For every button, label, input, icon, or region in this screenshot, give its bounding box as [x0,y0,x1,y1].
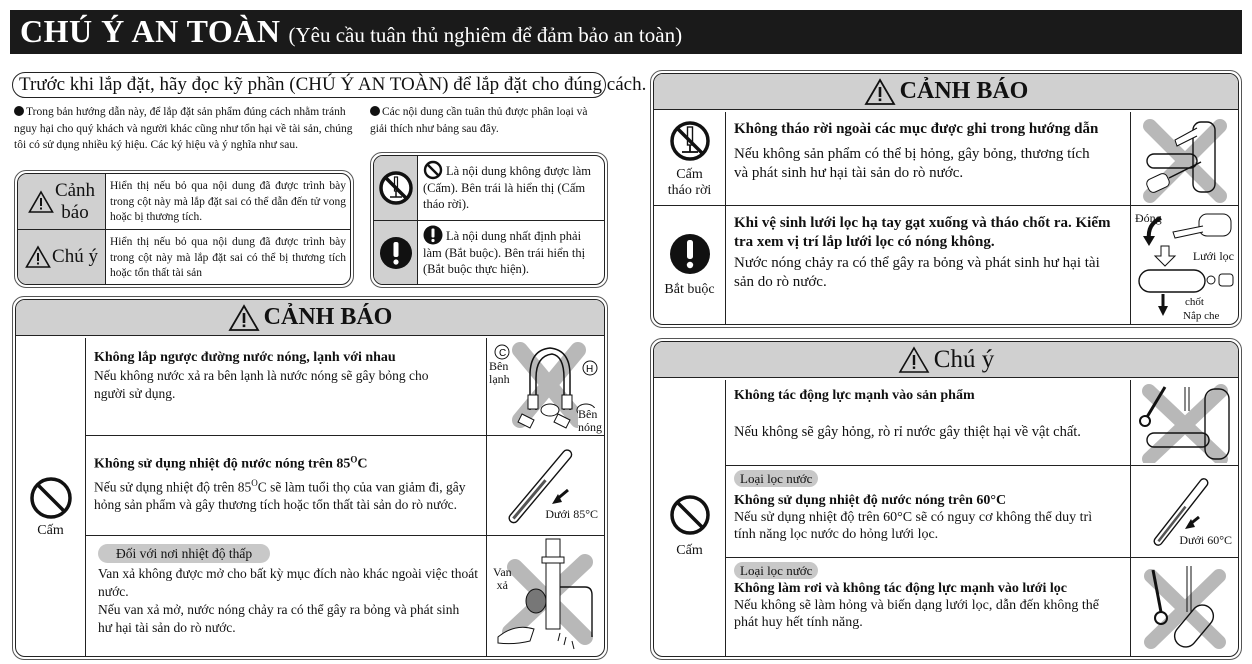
caution-row: Loại lọc nước Không làm rơi và không tác động lực mạnh vào lưới lọc Nếu không sẽ làm hỏng và biến dạng lưới lọc, dẫn đến không thể phát huy hết tính năng. [726,558,1238,656]
page-title: CHÚ Ý AN TOÀN [20,13,281,49]
condition-tag: Đối với nơi nhiệt độ thấp [98,544,270,563]
no-force-illustration [1130,380,1238,465]
mandatory-small-icon [423,225,443,245]
filter-type-tag: Loại lọc nước [734,470,818,487]
svg-text:H: H [585,363,593,375]
page-title-bar [10,10,1242,54]
legend-row-caution: Chú ý Hiển thị nếu bỏ qua nội dung đã được trình bày trong cột này mà lắp đặt sai có thể bị thương tích hoặc tổn thất tài sản [18,229,350,284]
legend-description: Hiển thị nếu bỏ qua nội dung đã được trình bày trong cột này mà lắp đặt sai có thể dẫn đến tử vong hoặc bị thương tích. [110,180,346,223]
severity-legend [14,170,354,288]
thermometer-illustration: Dưới 60°C [1130,466,1238,557]
mandatory-icon [378,235,414,271]
filter-type-tag: Loại lọc nước [734,562,818,579]
warning-heading: CẢNH BÁO [654,74,1238,110]
svg-text:C: C [498,347,506,359]
caution-box-right [650,338,1242,660]
prohibited-icon [668,493,712,537]
page-subtitle: (Yêu cầu tuân thủ nghiêm để đảm bảo an toàn) [288,23,683,47]
warning-box-left [12,296,608,660]
warning-row: Cấm tháo rời Không tháo rời ngoài các mục được ghi trong hướng dẫn Nếu không sản phẩm có thể bị hỏng, gây bỏng, thương tích và phát sinh hư hại tài sản do rò nước. [654,112,1238,206]
warning-triangle-icon [28,190,54,214]
warning-triangle-icon [864,78,896,106]
warning-row: Đối với nơi nhiệt độ thấp Van xả không được mở cho bất kỳ mục đích nào khác ngoài việc thoát nước. Nếu van xả mở, nước nóng chảy ra có thể gây ra bỏng và phát sinh hư hại tài sản do rò nước. Van xả [86,536,604,656]
intro-bullet: Trong bản hướng dẫn này, để lắp đặt sản phẩm đúng cách nhằm tránh nguy hại cho quý khách và người khác cũng như tổn hại về tài sản, chúng tôi có sử dụng nhiều ký hiệu. Các ký hiệu và ý nghĩa như sau. [14,106,353,151]
warning-row: Bắt buộc Khi vệ sinh lưới lọc hạ tay gạt xuống và tháo chốt ra. Kiểm tra xem vị trí lắp lưới lọc có nóng không. Nước nóng chảy ra có thể gây ra bỏng và phát sinh hư hại tài sản do rò nước. Đóng Lưới lọc chốt Nắp che [654,206,1238,324]
wrench-faucet-icon [1135,383,1235,463]
prohibited-column: Cấm [654,380,726,656]
cold-side-label: Bên lạnh [489,359,510,386]
intro-banner: Trước khi lắp đặt, hãy đọc kỹ phần (CHÚ Ý AN TOÀN) để lắp đặt cho đúng cách. [12,72,606,98]
no-drop-filter-illustration [1130,558,1238,656]
hose-crossing-illustration [486,338,604,435]
thermometer-illustration: Dưới 85°C [486,436,604,535]
symbol-row-mandatory: Là nội dung nhất định phải làm (Bắt buộc). Bên trái hiển thị (Bắt buộc thực hiện). [374,220,604,284]
bullet-dot-icon [14,106,24,116]
filter-cleaning-illustration: Đóng Lưới lọc chốt Nắp che [1130,206,1238,324]
warning-triangle-icon [228,304,260,332]
symbol-row-prohibited: Là nội dung không được làm (Cấm). Bên trái là hiển thị (Cấm tháo rời). [374,156,604,220]
prohibited-column: Cấm [16,338,86,656]
prohibited-icon [423,160,443,180]
caution-row: Không tác động lực mạnh vào sản phẩm Nếu không sẽ gây hỏng, rò rỉ nước gây thiệt hại về vật chất. [726,380,1238,466]
warning-row: Không sử dụng nhiệt độ nước nóng trên $85^OC$ Nếu sử dụng nhiệt độ trên $85^OC$ sẽ làm tuổi thọ của van giảm đi, gây hỏng sản phẩm và gây thương tích hoặc tổn thất tài sản do rò nước. Dưới 85°C [86,436,604,536]
legend-row-warning: Cảnh báo Hiển thị nếu bỏ qua nội dung đã được trình bày trong cột này mà lắp đặt sai có thể dẫn đến tử vong hoặc bị thương tích. [18,174,350,229]
drain-valve-illustration [486,536,604,656]
drain-valve-icon [490,537,602,655]
filter-drop-icon [1135,562,1235,652]
intro-bullet: Các nội dung cần tuân thủ được phân loại và giải thích như bảng sau đây. [370,106,588,135]
mandatory-icon [668,232,712,276]
legend-description: Hiển thị nếu bỏ qua nội dung đã được trình bày trong cột này mà lắp đặt sai có thể bị thương tích hoặc tổn thất tài sản [110,236,346,279]
caution-heading: Chú ý [654,342,1238,378]
warning-box-right [650,70,1242,328]
no-disassemble-icon [668,119,712,163]
warning-heading: CẢNH BÁO [16,300,604,336]
warning-triangle-icon [898,346,930,374]
warning-row: Không lắp ngược đường nước nóng, lạnh với nhau Nếu không nước xả ra bên lạnh là nước nóng sẽ gây bỏng cho người sử dụng. C H Bên lạnh Bên nóng [86,338,604,436]
bullet-dot-icon [370,106,380,116]
caution-row: Loại lọc nước Không sử dụng nhiệt độ nước nóng trên 60°C Nếu sử dụng nhiệt độ trên 60°C sẽ có nguy cơ không thể duy trì tính năng lọc nước do hỏng lưới lọc. Dưới 60°C [726,466,1238,558]
faucet-disassembly-illustration [1130,112,1238,205]
drain-valve-label: Van xả [493,565,512,592]
symbol-legend [370,152,608,288]
warning-triangle-icon [25,245,51,269]
no-disassemble-icon [378,170,414,206]
faucet-screwdriver-icon [1135,114,1235,204]
prohibited-icon [28,475,74,521]
hot-side-label: Bên nóng [578,407,602,434]
